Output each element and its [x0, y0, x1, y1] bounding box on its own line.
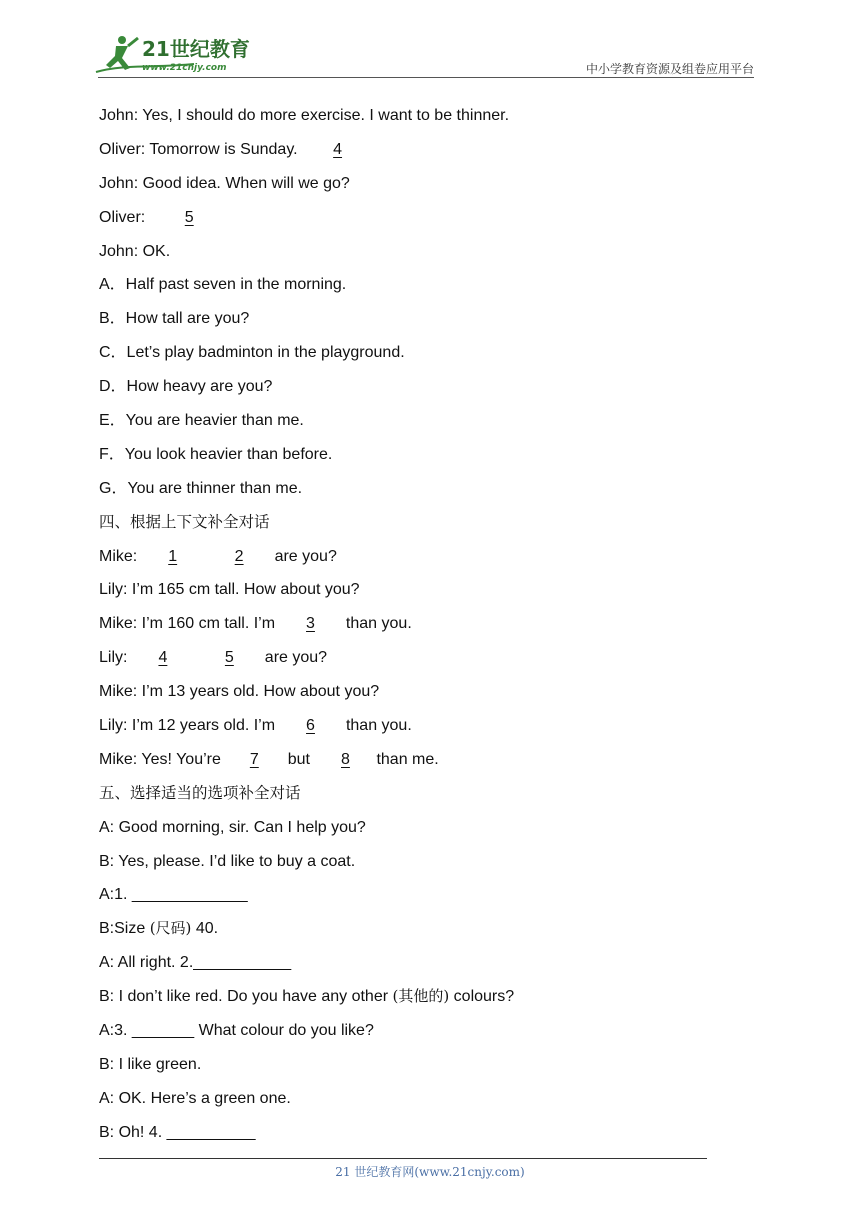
logo-text: 21世纪教育	[142, 37, 250, 61]
dialogue-line: B: Yes, please. I’d like to buy a coat.	[99, 852, 356, 870]
dialogue-line: A: Good morning, sir. Can I help you?	[99, 818, 366, 836]
platform-name: 中小学教育资源及组卷应用平台	[585, 62, 754, 76]
answer-blank: 8	[341, 750, 350, 768]
dialogue-line: Mike: I’m 13 years old. How about you?	[99, 683, 380, 701]
dialogue-line: John: Good idea. When will we go?	[99, 174, 350, 192]
answer-blank: 2	[234, 547, 244, 565]
dialogue-line: A:3. _______ What colour do you like?	[99, 1022, 374, 1040]
answer-blank: 6	[306, 717, 315, 735]
answer-blank: 1	[168, 547, 178, 565]
dialogue-line: B:Size (尺码) 40.	[99, 919, 219, 938]
dialogue-line: Oliver: Tomorrow is Sunday. 4	[99, 133, 759, 167]
dialogue-line: John: Yes, I should do more exercise. I want to be thinner.	[99, 107, 510, 124]
answer-blank: 4	[158, 649, 168, 667]
dialogue-line: A: All right. 2.___________	[99, 954, 292, 972]
dialogue-line: Lily: I’m 12 years old. I’m 6 than you.	[99, 709, 759, 743]
dialogue-line: A:1. _____________	[99, 886, 248, 904]
dialogue-line: Mike: I’m 160 cm tall. I’m 3 than you.	[99, 607, 759, 641]
dialogue-line: B: I don’t like red. Do you have any other (其他的) colours?	[99, 987, 515, 1006]
section-5-title: 五、选择适当的选项补全对话	[99, 783, 301, 802]
dialogue-line: Lily: I’m 165 cm tall. How about you?	[99, 581, 360, 599]
other-gloss: (其他的)	[392, 987, 450, 1006]
option-f: F．You look heavier than before.	[99, 445, 333, 463]
answer-blank: 3	[306, 615, 315, 633]
dialogue-line: John: OK.	[99, 242, 171, 260]
dialogue-line: B: I like green.	[99, 1055, 202, 1073]
size-gloss: (尺码)	[149, 919, 192, 938]
page-footer: 21 世纪教育网(www.21cnjy.com)	[335, 1165, 525, 1179]
option-d: D．How heavy are you?	[99, 378, 273, 396]
dialogue-line: Lily: 4 5 are you?	[99, 641, 759, 675]
option-c: C．Let’s play badminton in the playground.	[99, 344, 405, 362]
option-b: B．How tall are you?	[99, 310, 250, 328]
answer-blank: 5	[224, 649, 234, 667]
header-divider	[98, 77, 754, 78]
dialogue-line: A: OK. Here’s a green one.	[99, 1089, 291, 1107]
answer-blank: 5	[184, 208, 194, 226]
option-e: E．You are heavier than me.	[99, 412, 304, 430]
page-header	[0, 0, 860, 82]
dialogue-line: Mike: 1 2 are you?	[99, 540, 759, 574]
logo	[94, 34, 264, 78]
dialogue-line: Mike: Yes! You’re 7 but 8 than me.	[99, 743, 759, 777]
option-a: A．Half past seven in the morning.	[99, 276, 347, 294]
worksheet-body	[99, 99, 759, 1150]
runner-logo-icon	[94, 34, 264, 78]
answer-blank: 7	[249, 750, 259, 768]
dialogue-line: B: Oh! 4. __________	[99, 1123, 256, 1141]
footer-divider	[99, 1158, 707, 1159]
dialogue-line: Oliver: 5	[99, 201, 759, 235]
option-g: G．You are thinner than me.	[99, 479, 303, 497]
answer-blank: 4	[333, 140, 343, 158]
section-4-title: 四、根据上下文补全对话	[99, 512, 270, 531]
logo-url: www.21cnjy.com	[142, 63, 227, 73]
